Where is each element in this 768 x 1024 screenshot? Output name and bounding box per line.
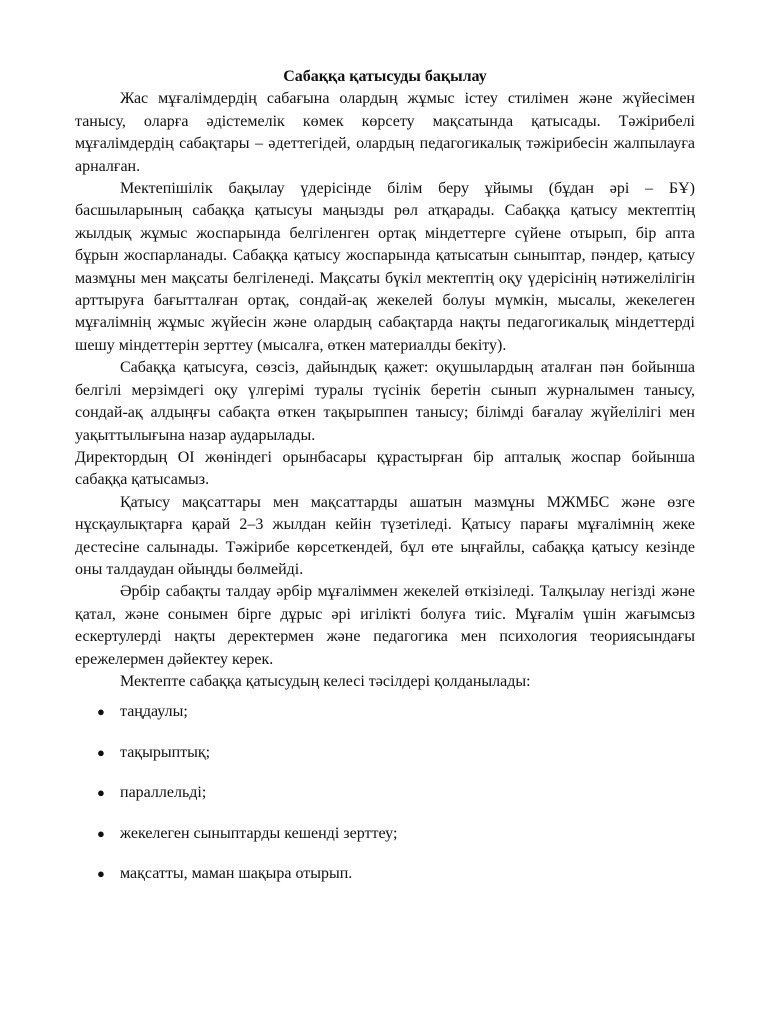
bullet-icon: ●	[97, 744, 105, 760]
bullet-icon: ●	[97, 704, 105, 720]
list-item-text: мақсатты, маман шақыра отырып.	[120, 865, 353, 883]
paragraph-5: Қатысу мақсаттары мен мақсаттарды ашатын мазмұны МЖМБС және өзге нұсқаулықтарға қарай 2–3 жылдан кейін түзетіледі. Қатысу парағы мұғалімнің жеке дестесіне салынады. Тәжірибе көрсеткендей, бұл өте ыңғайлы, сабаққа қатысу кезінде оны талдаудан ойыңды бөлмейді.	[75, 493, 695, 578]
list-item	[75, 823, 695, 845]
paragraph-6: Әрбір сабақты талдау әрбір мұғаліммен жекелей өткізіледі. Талқылау негізді және қатал, және сонымен бірге дұрыс әрі игілікті болуға тиіс. Мұғалім үшін жағымсыз ескертулерді нақты деректермен және педагогика мен психология теориясындағы ережелермен дәйектеу керек.	[75, 583, 695, 668]
paragraph-3: Сабаққа қатысуға, сөзсіз, дайындық қажет: оқушылардың аталған пән бойынша белгілі мерзімдегі оқу үлгерімі туралы түсінік беретін сынып журналымен танысу, сондай-ақ алдыңғы сабақта өткен тақырыппен танысу; білімді бағалау жүйелілігі мен уақыттылығына назар аударылады.	[75, 359, 695, 444]
list-item-text: таңдаулы;	[120, 703, 188, 721]
list-item	[75, 701, 695, 723]
paragraph-2: Мектепішілік бақылау үдерісінде білім беру ұйымы (бұдан әрі – БҰ) басшыларының сабаққа қатысуы маңызды рөл атқарады. Сабаққа қатысу мектептің жылдық жұмыс жоспарында белгіленген ортақ міндеттерге сүйене отырып, бір апта бұрын жоспарланады. Сабаққа қатысу жоспарында қатысатын сыныптар, пәндер, қатысу мазмұны мен мақсаты белгіленеді. Мақсаты бүкіл мектептің оқу үдерісінің нәтижелілігін арттыруға бағытталған ортақ, сондай-ақ жекелей болуы мүмкін, мысалы, жекелеген мұғалімнің жұмыс жүйесін және олардың сабақтарда нақты педагогикалық міндеттерді шешу міндеттерін зерттеу (мысалға, өткен материалды бекіту).	[75, 180, 695, 354]
list-item	[75, 782, 695, 804]
paragraph-1: Жас мұғалімдердің сабағына олардың жұмыс істеу стилімен және жүйесімен танысу, оларға әдістемелік көмек көрсету мақсатында қатысады. Тәжірибелі мұғалімдердің сабақтары – әдеттегідей, олардың педагогикалық тәжірибесін жалпылауға арналған.	[75, 90, 695, 175]
list-item-text: параллельді;	[120, 784, 207, 802]
bullet-icon: ●	[97, 866, 105, 882]
list-item-text: жекелеген сыныптарды кешенді зерттеу;	[120, 824, 398, 842]
page-title: Сабаққа қатысуды бақылау	[283, 68, 487, 85]
bullet-icon: ●	[97, 825, 105, 841]
list-item	[75, 742, 695, 764]
paragraph-7: Мектепте сабаққа қатысудың келесі тәсілдері қолданылады:	[120, 672, 531, 690]
list-item	[75, 863, 695, 885]
bullet-icon: ●	[97, 785, 105, 801]
list-item-text: тақырыптық;	[120, 743, 211, 761]
document-page	[75, 66, 695, 904]
paragraph-4: Директордың ОІ жөніндегі орынбасары құрастырған бір апталық жоспар бойынша сабаққа қатысамыз.	[75, 448, 695, 489]
methods-list	[75, 701, 695, 885]
